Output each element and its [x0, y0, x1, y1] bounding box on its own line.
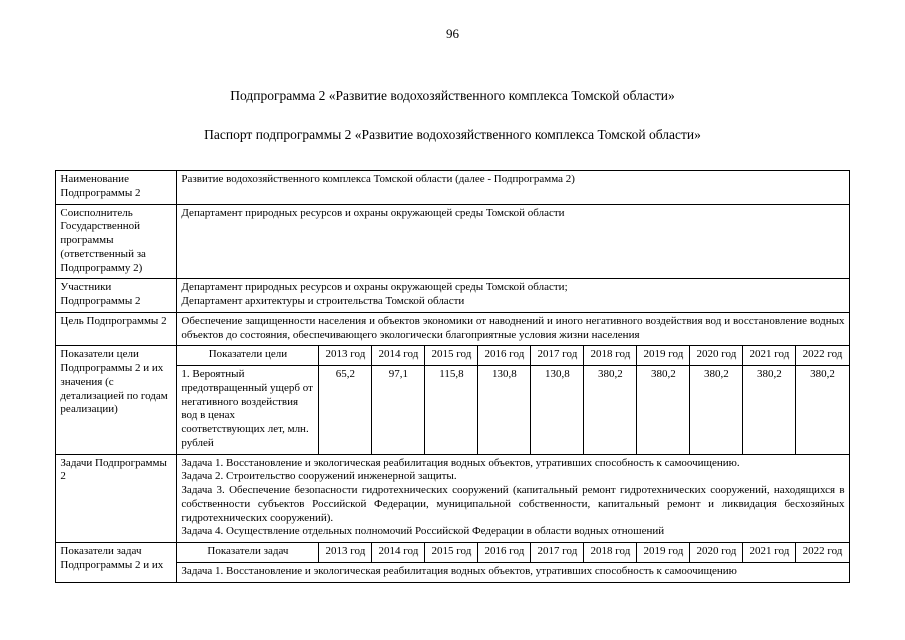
- document-title: Подпрограмма 2 «Развитие водохозяйственного комплекса Томской области»: [230, 88, 675, 103]
- coexecutor-label: Соисполнитель Государственной программы (ответственный за Подпрограмму 2): [56, 204, 177, 279]
- year-header: 2014 год: [372, 346, 425, 366]
- year-header: 2016 год: [478, 346, 531, 366]
- year-header: 2022 год: [796, 543, 849, 563]
- participants-label: Участники Подпрограммы 2: [56, 279, 177, 313]
- task-line: Задача 1. Восстановление и экологическая реабилитация водных объектов, утративших способность к самоочищению.: [181, 456, 740, 469]
- indicator-value: 380,2: [743, 366, 796, 455]
- row-goal-indicators-header: [56, 346, 849, 366]
- year-header: 2014 год: [372, 543, 425, 563]
- year-header: 2019 год: [637, 543, 690, 563]
- indicator-value: 380,2: [637, 366, 690, 455]
- row-tasks: [56, 454, 849, 543]
- task-line: Задача 3. Обеспечение безопасности гидротехнических сооружений (капитальный ремонт гидротехнических сооружений, находящихся в собственности субъектов Российской Федерации, муниципальной собственности, капитальный ремонт и ликвидация бесхозяйных гидротехнических сооружений).: [181, 484, 845, 524]
- indicator-value: 380,2: [796, 366, 849, 455]
- tasks-label: Задачи Подпрограммы 2: [56, 454, 177, 543]
- year-header: 2016 год: [478, 543, 531, 563]
- participant-line: Департамент архитектуры и строительства Томской области: [181, 295, 465, 307]
- year-header: 2020 год: [690, 346, 743, 366]
- goal-indicators-header: Показатели цели: [177, 346, 319, 366]
- year-header: 2013 год: [319, 346, 372, 366]
- task-line: Задача 4. Осуществление отдельных полномочий Российской Федерации в области водных отношений: [181, 525, 665, 538]
- year-header: 2020 год: [690, 543, 743, 563]
- indicator-value: 65,2: [319, 366, 372, 455]
- task-line: Задача 2. Строительство сооружений инженерной защиты.: [181, 470, 457, 483]
- row-goal: [56, 312, 849, 346]
- passport-table: [55, 170, 849, 583]
- year-header: 2013 год: [319, 543, 372, 563]
- year-header: 2021 год: [743, 543, 796, 563]
- indicator-value: 130,8: [478, 366, 531, 455]
- document-subtitle: Паспорт подпрограммы 2 «Развитие водохозяйственного комплекса Томской области»: [204, 127, 701, 142]
- indicator-value: 115,8: [425, 366, 478, 455]
- indicator-name: 1. Вероятный предотвращенный ущерб от негативного воздействия вод в ценах соответствующих лет, млн. рублей: [177, 366, 319, 455]
- year-header: 2015 год: [425, 543, 478, 563]
- name-label: Наименование Подпрограммы 2: [56, 171, 177, 205]
- coexecutor-value: Департамент природных ресурсов и охраны окружающей среды Томской области: [177, 204, 849, 279]
- year-header: 2018 год: [584, 543, 637, 563]
- row-name: [56, 171, 849, 205]
- year-header: 2015 год: [425, 346, 478, 366]
- year-header: 2018 год: [584, 346, 637, 366]
- task-indicators-first-row: Задача 1. Восстановление и экологическая реабилитация водных объектов, утративших способность к самоочищению: [177, 562, 849, 582]
- task-indicators-header: Показатели задач: [177, 543, 319, 563]
- task-indicators-label: Показатели задач Подпрограммы 2 и их: [56, 543, 177, 583]
- year-header: 2017 год: [531, 543, 584, 563]
- goal-indicators-label: Показатели цели Подпрограммы 2 и их значения (с детализацией по годам реализации): [56, 346, 177, 454]
- goal-label: Цель Подпрограммы 2: [56, 312, 177, 346]
- indicator-value: 380,2: [584, 366, 637, 455]
- page-number: 96: [446, 26, 459, 41]
- row-task-indicators-header: [56, 543, 849, 563]
- indicator-value: 97,1: [372, 366, 425, 455]
- participants-value: [177, 279, 849, 313]
- indicator-value: 130,8: [531, 366, 584, 455]
- year-header: 2017 год: [531, 346, 584, 366]
- goal-value: Обеспечение защищенности населения и объектов экономики от наводнений и иного негативного воздействия вод и восстановление водных объектов до состояния, обеспечивающего экологически благоприятные условия жизни населения: [177, 312, 849, 346]
- year-header: 2019 год: [637, 346, 690, 366]
- name-value: Развитие водохозяйственного комплекса Томской области (далее - Подпрограмма 2): [177, 171, 849, 205]
- row-participants: [56, 279, 849, 313]
- year-header: 2022 год: [796, 346, 849, 366]
- participant-line: Департамент природных ресурсов и охраны окружающей среды Томской области;: [181, 281, 568, 294]
- tasks-value: [177, 454, 849, 543]
- indicator-value: 380,2: [690, 366, 743, 455]
- row-coexecutor: [56, 204, 849, 279]
- year-header: 2021 год: [743, 346, 796, 366]
